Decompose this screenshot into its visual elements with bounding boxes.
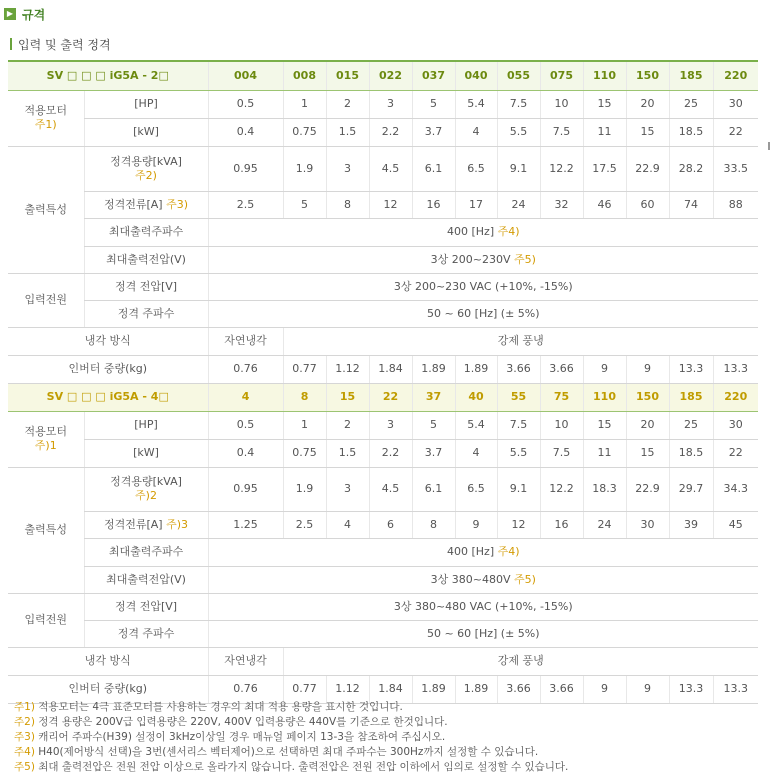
kva-cell: 1.9 xyxy=(283,467,326,511)
scroll-marker xyxy=(768,142,770,150)
kw-label: [kW] xyxy=(84,439,208,467)
footnote-text: H40(제어방식 선택)을 3번(센서리스 벡터제어)으로 선택하면 최대 주파수는 300Hz까지 설정할 수 있습니다. xyxy=(38,746,539,758)
note-ref: 주)3 xyxy=(166,517,189,531)
kw-cell: 7.5 xyxy=(540,118,583,146)
table-row xyxy=(8,146,758,191)
capacity-cell: 110 xyxy=(583,61,626,90)
weight-cell: 9 xyxy=(583,675,626,703)
footnote xyxy=(14,760,762,775)
table-row xyxy=(8,90,758,118)
current-cell: 5 xyxy=(283,191,326,218)
current-cell: 24 xyxy=(583,511,626,538)
weight-cell: 0.77 xyxy=(283,675,326,703)
hp-cell: 20 xyxy=(626,411,669,439)
kva-cell: 9.1 xyxy=(497,467,540,511)
note-ref: 주3) xyxy=(166,197,189,211)
capacity-cell: 150 xyxy=(626,61,669,90)
kva-cell: 22.9 xyxy=(626,467,669,511)
hp-cell: 25 xyxy=(669,90,713,118)
kw-cell: 11 xyxy=(583,118,626,146)
hp-cell: 25 xyxy=(669,411,713,439)
note-ref: 주4) xyxy=(497,225,520,238)
weight-cell: 1.89 xyxy=(455,675,497,703)
subsection-header xyxy=(10,36,111,52)
table-row xyxy=(8,300,758,327)
hp-cell: 20 xyxy=(626,90,669,118)
output-label: 출력특성 xyxy=(8,467,84,593)
table-row xyxy=(8,538,758,566)
capacity-cell: 37 xyxy=(412,383,455,411)
kva-cell: 9.1 xyxy=(497,146,540,191)
weight-cell: 1.89 xyxy=(412,675,455,703)
kw-cell: 7.5 xyxy=(540,439,583,467)
cell-text: 적용모터 xyxy=(24,104,67,117)
capacity-cell: 22 xyxy=(369,383,412,411)
capacity-cell: 185 xyxy=(669,383,713,411)
kw-cell: 1.5 xyxy=(326,118,369,146)
weight-cell: 3.66 xyxy=(497,355,540,383)
capacity-cell: 15 xyxy=(326,383,369,411)
kva-cell: 3 xyxy=(326,146,369,191)
ratedvolt-label: 정격 전압[V] xyxy=(84,273,208,300)
current-cell: 8 xyxy=(412,511,455,538)
hp-label: [HP] xyxy=(84,411,208,439)
kva-cell: 6.1 xyxy=(412,467,455,511)
table-row xyxy=(8,191,758,218)
hp-cell: 2 xyxy=(326,411,369,439)
capacity-cell: 008 xyxy=(283,61,326,90)
ratedvolt-value: 3상 200~230 VAC (+10%, -15%) xyxy=(208,273,758,300)
capacity-cell: 220 xyxy=(713,383,758,411)
current-cell: 12 xyxy=(497,511,540,538)
maxvolt-label: 최대출력전압(V) xyxy=(84,566,208,593)
capacity-cell: 055 xyxy=(497,61,540,90)
maxfreq-value xyxy=(208,538,758,566)
table-row xyxy=(8,61,758,90)
footnote xyxy=(14,730,762,745)
model-header: SV □ □ □ iG5A - 4□ xyxy=(8,383,208,411)
hp-cell: 5.4 xyxy=(455,90,497,118)
table-row xyxy=(8,467,758,511)
ratedfreq-label: 정격 주파수 xyxy=(84,300,208,327)
kva-cell: 6.5 xyxy=(455,467,497,511)
current-label xyxy=(84,191,208,218)
current-cell: 12 xyxy=(369,191,412,218)
kva-cell: 29.7 xyxy=(669,467,713,511)
ratedfreq-value: 50 ~ 60 [Hz] (± 5%) xyxy=(208,300,758,327)
kva-label xyxy=(84,467,208,511)
footnote xyxy=(14,715,762,730)
hp-cell: 7.5 xyxy=(497,90,540,118)
current-cell: 32 xyxy=(540,191,583,218)
kva-cell: 22.9 xyxy=(626,146,669,191)
table-row xyxy=(8,511,758,538)
current-cell: 39 xyxy=(669,511,713,538)
weight-cell: 1.89 xyxy=(412,355,455,383)
kva-cell: 6.5 xyxy=(455,146,497,191)
kw-cell: 2.2 xyxy=(369,439,412,467)
table-row xyxy=(8,566,758,593)
weight-cell: 0.77 xyxy=(283,355,326,383)
output-label: 출력특성 xyxy=(8,146,84,273)
current-cell: 45 xyxy=(713,511,758,538)
maxvolt-value xyxy=(208,246,758,273)
kw-cell: 0.4 xyxy=(208,118,283,146)
weight-cell: 1.12 xyxy=(326,355,369,383)
kw-cell: 22 xyxy=(713,439,758,467)
table-row xyxy=(8,593,758,620)
capacity-cell: 040 xyxy=(455,61,497,90)
current-cell: 16 xyxy=(412,191,455,218)
motor-label xyxy=(8,411,84,467)
capacity-cell: 4 xyxy=(208,383,283,411)
note-ref: 주5) xyxy=(513,572,536,586)
current-cell: 60 xyxy=(626,191,669,218)
weight-cell: 1.89 xyxy=(455,355,497,383)
kw-cell: 11 xyxy=(583,439,626,467)
cell-text: 3상 200~230V xyxy=(430,252,511,266)
footnotes xyxy=(14,700,762,775)
cell-text: 400 [Hz] xyxy=(446,545,495,558)
kw-label: [kW] xyxy=(84,118,208,146)
kw-cell: 3.7 xyxy=(412,439,455,467)
capacity-cell: 220 xyxy=(713,61,758,90)
footnote-key: 주5) xyxy=(14,761,35,773)
ratedfreq-label: 정격 주파수 xyxy=(84,620,208,647)
cooling-forced: 강제 풍냉 xyxy=(283,327,758,355)
spec-table xyxy=(8,60,758,704)
footnote-text: 정격 용량은 200V급 입력용량은 220V, 400V 입력용량은 440V를 기준으로 한것입니다. xyxy=(38,716,448,728)
input-label: 입력전원 xyxy=(8,273,84,327)
footnote-key: 주3) xyxy=(14,731,35,743)
capacity-cell: 8 xyxy=(283,383,326,411)
table-row xyxy=(8,647,758,675)
ratedvolt-label: 정격 전압[V] xyxy=(84,593,208,620)
kva-cell: 6.1 xyxy=(412,146,455,191)
input-label: 입력전원 xyxy=(8,593,84,647)
table-row xyxy=(8,218,758,246)
ratedvolt-value: 3상 380~480 VAC (+10%, -15%) xyxy=(208,593,758,620)
hp-cell: 5 xyxy=(412,90,455,118)
table-row xyxy=(8,246,758,273)
weight-cell: 13.3 xyxy=(713,675,758,703)
cooling-label: 냉각 방식 xyxy=(8,327,208,355)
note-ref: 주2) xyxy=(135,168,157,182)
kva-cell: 3 xyxy=(326,467,369,511)
current-cell: 74 xyxy=(669,191,713,218)
note-ref: 주)2 xyxy=(135,489,157,502)
weight-label: 인버터 중량(kg) xyxy=(8,675,208,703)
hp-cell: 2 xyxy=(326,90,369,118)
current-cell: 8 xyxy=(326,191,369,218)
capacity-cell: 022 xyxy=(369,61,412,90)
hp-cell: 0.5 xyxy=(208,90,283,118)
current-cell: 46 xyxy=(583,191,626,218)
table-row xyxy=(8,327,758,355)
footnote-text: 적용모터는 4극 표준모터를 사용하는 경우의 최대 적용 용량을 표시한 것입니다. xyxy=(38,701,403,713)
weight-cell: 0.76 xyxy=(208,675,283,703)
footnote xyxy=(14,745,762,760)
note-ref: 주5) xyxy=(513,252,536,266)
current-cell: 6 xyxy=(369,511,412,538)
hp-cell: 15 xyxy=(583,90,626,118)
kva-cell: 33.5 xyxy=(713,146,758,191)
note-ref: 주1) xyxy=(34,118,57,131)
hp-cell: 1 xyxy=(283,90,326,118)
kw-cell: 15 xyxy=(626,118,669,146)
cell-text: 3상 380~480V xyxy=(430,572,511,586)
kva-cell: 0.95 xyxy=(208,146,283,191)
hp-cell: 3 xyxy=(369,411,412,439)
bullet-icon: ▶ xyxy=(4,8,16,20)
table-row xyxy=(8,355,758,383)
weight-cell: 0.76 xyxy=(208,355,283,383)
maxfreq-label: 최대출력주파수 xyxy=(84,218,208,246)
footnote-text: 캐리어 주파수(H39) 설정이 3kHz이상일 경우 매뉴얼 페이지 13-3을 참조하여 주십시오. xyxy=(38,731,446,743)
hp-label: [HP] xyxy=(84,90,208,118)
weight-cell: 9 xyxy=(626,675,669,703)
kva-cell: 4.5 xyxy=(369,146,412,191)
kva-cell: 1.9 xyxy=(283,146,326,191)
kw-cell: 5.5 xyxy=(497,439,540,467)
table-row xyxy=(8,118,758,146)
hp-cell: 10 xyxy=(540,411,583,439)
kva-cell: 4.5 xyxy=(369,467,412,511)
weight-cell: 13.3 xyxy=(713,355,758,383)
capacity-cell: 40 xyxy=(455,383,497,411)
weight-cell: 13.3 xyxy=(669,355,713,383)
kw-cell: 0.75 xyxy=(283,439,326,467)
weight-cell: 13.3 xyxy=(669,675,713,703)
weight-cell: 3.66 xyxy=(540,355,583,383)
section-header xyxy=(4,4,45,24)
cell-text: 정격전류[A] xyxy=(103,517,163,531)
cell-text: 400 [Hz] xyxy=(446,225,495,238)
cooling-natural: 자연냉각 xyxy=(208,327,283,355)
table-row xyxy=(8,411,758,439)
footnote xyxy=(14,700,762,715)
hp-cell: 1 xyxy=(283,411,326,439)
kw-cell: 2.2 xyxy=(369,118,412,146)
weight-cell: 1.84 xyxy=(369,675,412,703)
cell-text: 적용모터 xyxy=(24,425,67,438)
cooling-forced: 강제 풍냉 xyxy=(283,647,758,675)
maxvolt-value xyxy=(208,566,758,593)
footnote-key: 주4) xyxy=(14,746,35,758)
section-title: 규격 xyxy=(22,7,46,22)
kw-cell: 0.75 xyxy=(283,118,326,146)
hp-cell: 30 xyxy=(713,90,758,118)
kva-cell: 17.5 xyxy=(583,146,626,191)
cell-text: 정격전류[A] xyxy=(103,197,163,211)
maxfreq-label: 최대출력주파수 xyxy=(84,538,208,566)
weight-cell: 1.12 xyxy=(326,675,369,703)
kw-cell: 5.5 xyxy=(497,118,540,146)
weight-cell: 3.66 xyxy=(540,675,583,703)
hp-cell: 5 xyxy=(412,411,455,439)
hp-cell: 15 xyxy=(583,411,626,439)
cell-text: 정격용량[kVA] xyxy=(110,154,182,168)
current-cell: 1.25 xyxy=(208,511,283,538)
current-label xyxy=(84,511,208,538)
note-ref: 주)1 xyxy=(34,439,57,452)
table-row xyxy=(8,675,758,703)
current-cell: 17 xyxy=(455,191,497,218)
hp-cell: 5.4 xyxy=(455,411,497,439)
cooling-label: 냉각 방식 xyxy=(8,647,208,675)
footnote-key: 주2) xyxy=(14,716,35,728)
weight-cell: 9 xyxy=(583,355,626,383)
cooling-natural: 자연냉각 xyxy=(208,647,283,675)
capacity-cell: 75 xyxy=(540,383,583,411)
capacity-cell: 037 xyxy=(412,61,455,90)
ratedfreq-value: 50 ~ 60 [Hz] (± 5%) xyxy=(208,620,758,647)
capacity-cell: 110 xyxy=(583,383,626,411)
kva-cell: 12.2 xyxy=(540,467,583,511)
kw-cell: 18.5 xyxy=(669,439,713,467)
kva-cell: 12.2 xyxy=(540,146,583,191)
table-row xyxy=(8,439,758,467)
maxfreq-value xyxy=(208,218,758,246)
maxvolt-label: 최대출력전압(V) xyxy=(84,246,208,273)
kw-cell: 18.5 xyxy=(669,118,713,146)
motor-label xyxy=(8,90,84,146)
footnote-text: 최대 출력전압은 전원 전압 이상으로 올라가지 않습니다. 출력전압은 전원 전압 이하에서 임의로 설정할 수 있습니다. xyxy=(38,761,569,773)
table-row xyxy=(8,273,758,300)
table-row xyxy=(8,383,758,411)
hp-cell: 30 xyxy=(713,411,758,439)
kva-label xyxy=(84,146,208,191)
table-row xyxy=(8,620,758,647)
current-cell: 4 xyxy=(326,511,369,538)
subsection-title: 입력 및 출력 정격 xyxy=(18,37,111,52)
weight-cell: 9 xyxy=(626,355,669,383)
current-cell: 24 xyxy=(497,191,540,218)
cell-text: 정격용량[kVA] xyxy=(110,475,182,488)
kva-cell: 34.3 xyxy=(713,467,758,511)
weight-cell: 3.66 xyxy=(497,675,540,703)
model-header: SV □ □ □ iG5A - 2□ xyxy=(8,61,208,90)
capacity-cell: 150 xyxy=(626,383,669,411)
current-cell: 88 xyxy=(713,191,758,218)
kw-cell: 15 xyxy=(626,439,669,467)
kw-cell: 3.7 xyxy=(412,118,455,146)
weight-label: 인버터 중량(kg) xyxy=(8,355,208,383)
hp-cell: 10 xyxy=(540,90,583,118)
current-cell: 9 xyxy=(455,511,497,538)
kw-cell: 0.4 xyxy=(208,439,283,467)
hp-cell: 0.5 xyxy=(208,411,283,439)
footnote-key: 주1) xyxy=(14,701,35,713)
kw-cell: 22 xyxy=(713,118,758,146)
capacity-cell: 185 xyxy=(669,61,713,90)
hp-cell: 3 xyxy=(369,90,412,118)
current-cell: 2.5 xyxy=(208,191,283,218)
current-cell: 2.5 xyxy=(283,511,326,538)
capacity-cell: 015 xyxy=(326,61,369,90)
kva-cell: 18.3 xyxy=(583,467,626,511)
kw-cell: 1.5 xyxy=(326,439,369,467)
current-cell: 16 xyxy=(540,511,583,538)
capacity-cell: 004 xyxy=(208,61,283,90)
weight-cell: 1.84 xyxy=(369,355,412,383)
note-ref: 주4) xyxy=(497,545,520,558)
kva-cell: 28.2 xyxy=(669,146,713,191)
hp-cell: 7.5 xyxy=(497,411,540,439)
capacity-cell: 075 xyxy=(540,61,583,90)
bar-icon xyxy=(10,38,12,50)
kva-cell: 0.95 xyxy=(208,467,283,511)
kw-cell: 4 xyxy=(455,439,497,467)
current-cell: 30 xyxy=(626,511,669,538)
kw-cell: 4 xyxy=(455,118,497,146)
capacity-cell: 55 xyxy=(497,383,540,411)
